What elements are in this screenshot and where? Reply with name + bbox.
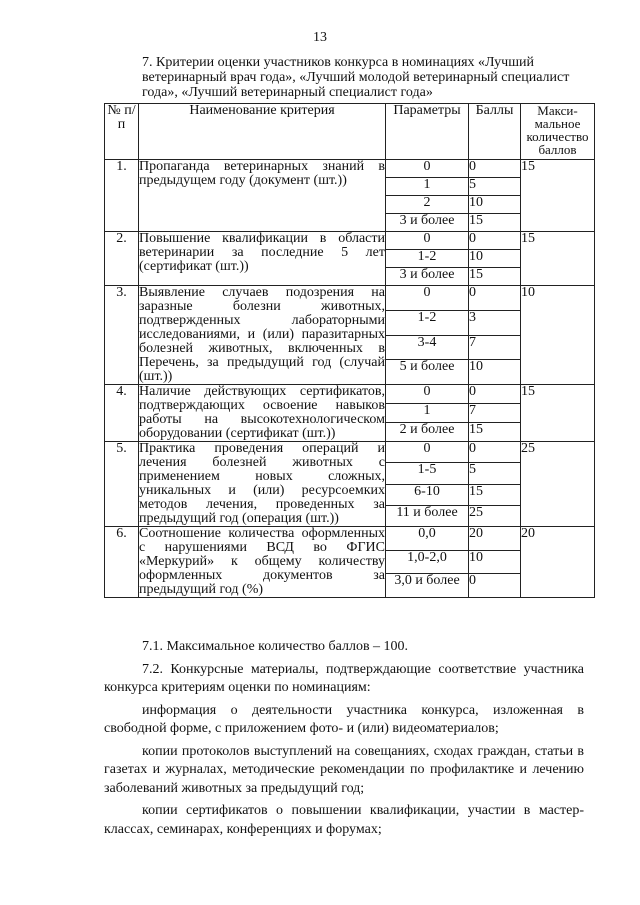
criterion-option-row	[105, 385, 595, 404]
criterion-name-cell	[139, 232, 386, 286]
criterion-name: Повышение квалификации в области ветеринарии за последние 5 лет (сертификат (шт.))	[139, 231, 385, 274]
criterion-points: 5	[469, 178, 521, 196]
paragraph-7-1: 7.1. Максимальное количество баллов – 100.	[142, 639, 409, 654]
criterion-max-points: 10	[521, 286, 595, 385]
criterion-parameter: 3 и более	[386, 268, 469, 286]
criterion-parameter: 1-5	[386, 463, 469, 484]
criterion-name-cell	[139, 442, 386, 527]
criterion-points: 7	[469, 335, 521, 360]
header-points: Баллы	[469, 104, 521, 160]
criterion-option-row	[105, 160, 595, 178]
criterion-points: 0	[469, 232, 521, 250]
criterion-number: 3.	[105, 286, 139, 385]
header-num: № п/п	[105, 104, 139, 160]
criterion-number: 6.	[105, 527, 139, 598]
header-params: Параметры	[386, 104, 469, 160]
criterion-number: 2.	[105, 232, 139, 286]
criterion-max-points: 15	[521, 160, 595, 232]
criterion-points: 10	[469, 250, 521, 268]
criterion-parameter: 1-2	[386, 250, 469, 268]
criteria-table-body	[105, 160, 595, 598]
criterion-points: 0	[469, 385, 521, 404]
criterion-points: 10	[469, 550, 521, 574]
criterion-points: 0	[469, 286, 521, 311]
criteria-table	[104, 103, 595, 598]
criterion-points: 20	[469, 527, 521, 551]
criterion-parameter: 0	[386, 385, 469, 404]
criterion-parameter: 2	[386, 196, 469, 214]
criterion-name-cell	[139, 527, 386, 598]
criterion-name: Соотношение количества оформленных с нарушениями ВСД во ФГИС «Меркурий» к общему количеству оформленных документов за предыдущий год (%)	[139, 526, 385, 597]
criterion-parameter: 1-2	[386, 310, 469, 335]
criterion-points: 7	[469, 404, 521, 423]
criterion-points: 5	[469, 463, 521, 484]
criterion-max-points: 25	[521, 442, 595, 527]
criterion-points: 15	[469, 214, 521, 232]
criterion-points: 15	[469, 423, 521, 442]
criterion-points: 25	[469, 505, 521, 526]
criterion-points: 15	[469, 268, 521, 286]
criterion-points: 3	[469, 310, 521, 335]
criterion-name-cell	[139, 160, 386, 232]
criterion-parameter: 3-4	[386, 335, 469, 360]
criterion-option-row	[105, 232, 595, 250]
criterion-number: 4.	[105, 385, 139, 442]
criterion-name: Практика проведения операций и лечения болезней животных с применением новых сложных, уникальных и (или) ресурсоемких методов лечения, проведенных за предыдущий год (операция (шт.))	[139, 441, 385, 526]
criterion-points: 0	[469, 442, 521, 463]
criterion-max-points: 15	[521, 232, 595, 286]
criteria-table-header	[105, 104, 595, 160]
criterion-parameter: 0	[386, 442, 469, 463]
criterion-parameter: 0	[386, 232, 469, 250]
criterion-number: 1.	[105, 160, 139, 232]
paragraph-7-2: 7.2. Конкурсные материалы, подтверждающие соответствие участника конкурса критериям оценки по номинациям:	[104, 661, 584, 695]
criterion-parameter: 0,0	[386, 527, 469, 551]
page-number: 13	[313, 30, 327, 45]
materials-item-info: информация о деятельности участника конкурса, изложенная в свободной форме, с приложением фото- и (или) видеоматериалов;	[104, 702, 584, 736]
criterion-parameter: 0	[386, 286, 469, 311]
criterion-points: 10	[469, 360, 521, 385]
criterion-max-points: 15	[521, 385, 595, 442]
criterion-option-row	[105, 286, 595, 311]
criterion-name: Наличие действующих сертификатов, подтверждающих освоение навыков работы на высокотехнологическом оборудовании (сертификат (шт.))	[139, 384, 385, 441]
criterion-number: 5.	[105, 442, 139, 527]
materials-item-certificates: копии сертификатов о повышении квалификации, участии в мастер-классах, семинарах, конференциях и форумах;	[104, 803, 584, 837]
criterion-name-cell	[139, 385, 386, 442]
criterion-parameter: 3,0 и более	[386, 574, 469, 598]
criterion-parameter: 1	[386, 404, 469, 423]
criterion-parameter: 2 и более	[386, 423, 469, 442]
criterion-parameter: 1	[386, 178, 469, 196]
criterion-parameter: 0	[386, 160, 469, 178]
criterion-parameter: 6-10	[386, 484, 469, 505]
criterion-max-points: 20	[521, 527, 595, 598]
criterion-name-cell	[139, 286, 386, 385]
criterion-points: 0	[469, 160, 521, 178]
criterion-parameter: 11 и более	[386, 505, 469, 526]
header-max: Макси-мальное количество баллов	[521, 104, 595, 160]
materials-item-protocols: копии протоколов выступлений на совещаниях, сходах граждан, статьи в газетах и журналах, методические рекомендации по профилактике и лечению заболеваний животных за предыдущий год;	[104, 743, 584, 796]
criterion-parameter: 3 и более	[386, 214, 469, 232]
criterion-points: 10	[469, 196, 521, 214]
criterion-points: 15	[469, 484, 521, 505]
section-title: 7. Критерии оценки участников конкурса в номинациях «Лучший ветеринарный врач года», «Лучший молодой ветеринарный специалист года», «Лучший ветеринарный специалист года»	[142, 55, 570, 100]
criterion-option-row	[105, 442, 595, 463]
header-name: Наименование критерия	[139, 104, 386, 160]
criterion-parameter: 1,0-2,0	[386, 550, 469, 574]
criterion-name: Выявление случаев подозрения на заразные болезни животных, подтвержденных лабораторными исследованиями, и (или) паразитарных болезней животных, включенных в Перечень, за предыдущий год (случай (шт.))	[139, 285, 385, 384]
body-text	[104, 638, 584, 839]
criterion-points: 0	[469, 574, 521, 598]
criterion-option-row	[105, 527, 595, 551]
criterion-parameter: 5 и более	[386, 360, 469, 385]
criterion-name: Пропаганда ветеринарных знаний в предыдущем году (документ (шт.))	[139, 159, 385, 188]
